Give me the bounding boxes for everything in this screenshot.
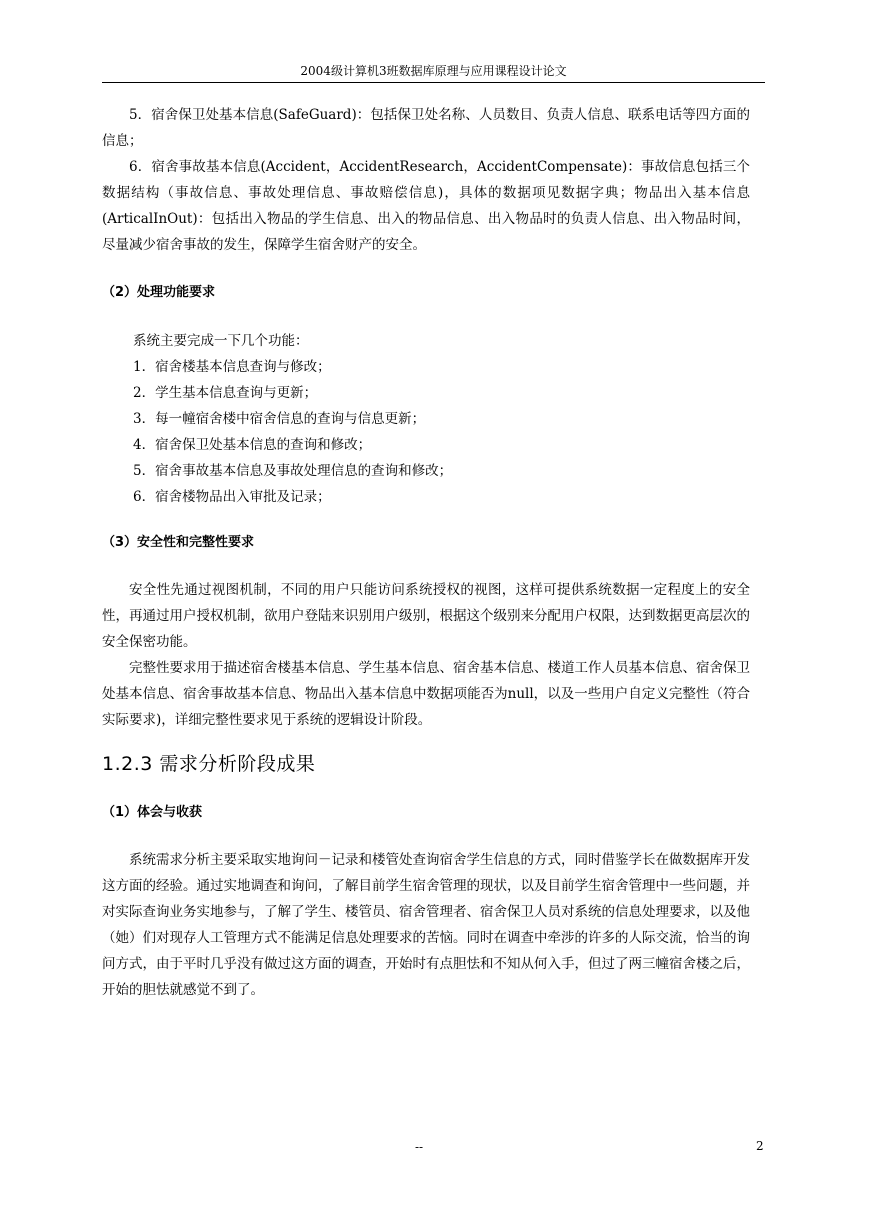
footer-marker: -- [415, 1140, 424, 1154]
list-item: 4．宿舍保卫处基本信息的查询和修改； [133, 437, 372, 453]
paragraph-integrity: 完整性要求用于描述宿舍楼基本信息、学生基本信息、宿舍基本信息、楼道工作人员基本信息、宿舍保卫处基本信息、宿舍事故基本信息、物品出入基本信息中数据项能否为null，以及一些用户自定义完整性（符合实际要求)，详细完整性要求见于系统的逻辑设计阶段。 [102, 660, 750, 728]
page-header: 2004级计算机3班数据库原理与应用课程设计论文 [300, 64, 567, 78]
section-title: 1.2.3 需求分析阶段成果 [102, 753, 316, 775]
list-item: 5．宿舍事故基本信息及事故处理信息的查询和修改； [133, 463, 453, 479]
processing-intro: 系统主要完成一下几个功能： [133, 333, 309, 349]
header-rule [102, 82, 765, 83]
paragraph-security: 安全性先通过视图机制，不同的用户只能访问系统授权的视图，这样可提供系统数据一定程度上的安全性，再通过用户授权机制，欲用户登陆来识别用户级别，根据这个级别来分配用户权限，达到数据更高层次的安全保密功能。 [102, 582, 750, 650]
list-item: 6．宿舍楼物品出入审批及记录； [133, 489, 331, 505]
paragraph-safeguard: 5．宿舍保卫处基本信息(SafeGuard)：包括保卫处名称、人员数目、负责人信息、联系电话等四方面的信息； [102, 107, 750, 149]
heading-processing-requirements: （2）处理功能要求 [102, 285, 216, 300]
list-item: 3．每一幢宿舍楼中宿舍信息的查询与信息更新； [133, 411, 426, 427]
list-item: 1．宿舍楼基本信息查询与修改； [133, 359, 331, 375]
list-item: 2．学生基本信息查询与更新； [133, 385, 318, 401]
paragraph-experience: 系统需求分析主要采取实地询问－记录和楼管处查询宿舍学生信息的方式，同时借鉴学长在做数据库开发这方面的经验。通过实地调查和询问，了解目前学生宿舍管理的现状，以及目前学生宿舍管理中一些问题，并对实际查询业务实地参与，了解了学生、楼管员、宿舍管理者、宿舍保卫人员对系统的信息处理要求，以及他（她）们对现存人工管理方式不能满足信息处理要求的苦恼。同时在调查中牵涉的许多的人际交流，恰当的询问方式，由于平时几乎没有做过这方面的调查，开始时有点胆怯和不知从何入手，但过了两三幢宿舍楼之后，开始的胆怯就感觉不到了。 [102, 852, 750, 998]
heading-experience: （1）体会与收获 [102, 805, 203, 820]
page-number: 2 [756, 1139, 764, 1153]
paragraph-accident: 6．宿舍事故基本信息(Accident，AccidentResearch，AccidentCompensate)：事故信息包括三个数据结构（事故信息、事故处理信息、事故赔偿信息)，具体的数据项见数据字典；物品出入基本信息(ArticalInOut)：包括出入物品的学生信息、出入的物品信息、出入物品时的负责人信息、出入物品时间，尽量减少宿舍事故的发生，保障学生宿舍财产的安全。 [102, 159, 750, 253]
document-body [102, 102, 750, 1003]
heading-security-integrity: （3）安全性和完整性要求 [102, 535, 255, 550]
